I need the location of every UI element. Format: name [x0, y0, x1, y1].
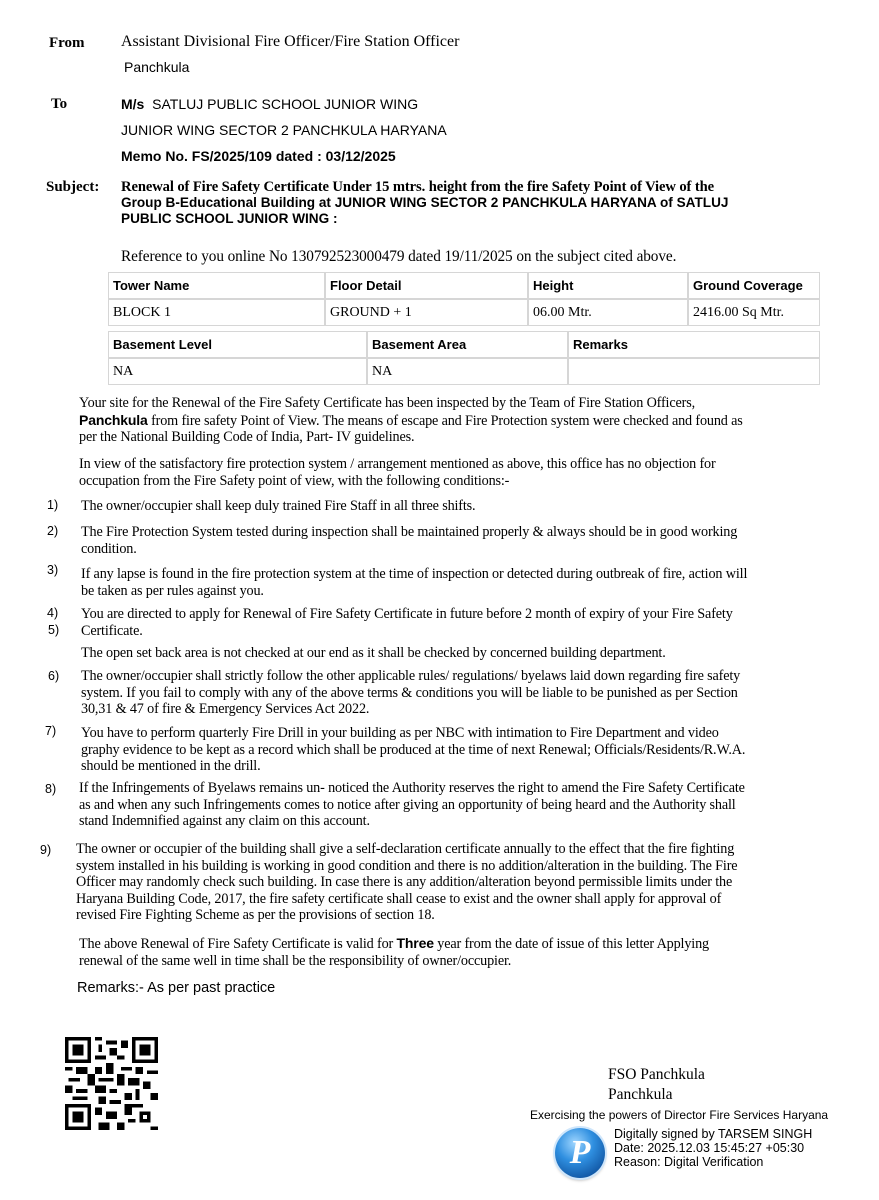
no-objection-line-2: occupation from the Fire Safety point of view, with the following conditions:-: [79, 472, 510, 489]
condition-3-number: 3): [47, 563, 59, 577]
condition-line: You have to perform quarterly Fire Drill in your building as per NBC with intimation to Fire Department and video: [81, 725, 719, 741]
table-row: [108, 358, 820, 385]
to-label: To: [51, 96, 68, 112]
cell-basement-area: NA: [367, 358, 568, 385]
condition-1-number: 1): [47, 498, 59, 512]
to-address: JUNIOR WING SECTOR 2 PANCHKULA HARYANA: [121, 122, 447, 138]
condition-8-number: 8): [45, 782, 57, 796]
cell-height: 06.00 Mtr.: [528, 299, 688, 326]
condition-line: The owner/occupier shall strictly follow the other applicable rules/ regulations/ byelaws laid down regarding fire safety: [81, 668, 741, 684]
subject-line-2: Group B-Educational Building at JUNIOR WING SECTOR 2 PANCHKULA HARYANA of SATLUJ: [121, 195, 729, 210]
subject-text: [121, 179, 821, 227]
condition-7-number: 7): [45, 724, 57, 738]
condition-line: should be mentioned in the drill.: [81, 758, 261, 774]
condition-2: [81, 524, 821, 557]
from-label: From: [49, 35, 85, 51]
validity-line-1: [79, 935, 824, 953]
digital-sign-reason: Reason: Digital Verification: [614, 1155, 764, 1169]
condition-line: 30,31 & 47 of fire & Emergency Services Act 2022.: [81, 701, 370, 717]
no-objection-line-1: In view of the satisfactory fire protection system / arrangement mentioned as above, this office has no objection for: [79, 456, 716, 472]
to-recipient: [121, 96, 418, 112]
condition-9: [76, 841, 826, 924]
condition-line: If the Infringements of Byelaws remains un- noticed the Authority reserves the right to amend the Fire Safety Certificate: [79, 780, 745, 796]
cell-tower-name: BLOCK 1: [108, 299, 325, 326]
digital-signature-details[interactable]: [614, 1127, 812, 1169]
condition-3: [81, 566, 826, 599]
condition-line: Officer may randomly check such building. In case there is any addition/alteration beyond permissible limits under the: [76, 874, 733, 890]
condition-line: system installed in his building is working in good condition and there is no addition/alteration in the building. The Fire: [76, 857, 738, 874]
from-place: Panchkula: [124, 59, 190, 75]
cell-ground-coverage: 2416.00 Sq Mtr.: [688, 299, 820, 326]
header-height: Height: [528, 272, 688, 299]
condition-1: [81, 498, 821, 515]
condition-line: condition.: [81, 540, 137, 557]
no-objection-paragraph: [79, 456, 819, 489]
condition-4-number: 4): [47, 606, 59, 620]
digital-signature-badge-icon[interactable]: [555, 1128, 605, 1178]
condition-5: [81, 645, 826, 662]
badge-letter: P: [569, 1134, 591, 1171]
to-prefix: M/s: [121, 96, 145, 112]
condition-line: revised Fire Fighting Scheme as per the provisions of section 18.: [76, 907, 435, 923]
subject-line-1: Renewal of Fire Safety Certificate Under 15 mtrs. height from the fire Safety Point of View of the: [121, 179, 714, 195]
reference-line: Reference to you online No 130792523000479 dated 19/11/2025 on the subject cited above.: [121, 248, 677, 265]
condition-line: be taken as per rules against you.: [81, 582, 264, 599]
cell-basement-level: NA: [108, 358, 367, 385]
cell-floor-detail: GROUND + 1: [325, 299, 528, 326]
condition-line: The owner/occupier shall keep duly trained Fire Staff in all three shifts.: [81, 498, 476, 514]
subject-label: Subject:: [46, 179, 100, 195]
digital-signer-name: SINGH: [772, 1127, 813, 1141]
inspection-place: Panchkula: [79, 411, 148, 428]
validity-text-after: year from the date of issue of this letter Applying: [433, 936, 709, 952]
memo-number: Memo No. FS/2025/109 dated : 03/12/2025: [121, 148, 396, 164]
building-details-table: [108, 272, 820, 326]
condition-line: as and when any such Infringements comes to notice after giving an opportunity of being heard and the Authority shall: [79, 796, 736, 813]
inspection-line-2: [79, 412, 819, 430]
header-remarks: Remarks: [568, 331, 820, 358]
header-floor-detail: Floor Detail: [325, 272, 528, 299]
condition-line: graphy evidence to be kept as a record which shall be produced at the time of next Renewal; Officials/Residents/R.W.A.: [81, 741, 746, 758]
inspection-line-2-text: from fire safety Point of View. The means of escape and Fire Protection system were checked and found as: [147, 412, 743, 429]
table-row: [108, 299, 820, 326]
condition-9-number: 9): [40, 843, 52, 857]
condition-line: Haryana Building Code, 2017, the fire safety certificate shall cease to exist and the owner shall apply for approval of: [76, 890, 722, 907]
condition-5-number: 5): [48, 623, 60, 637]
condition-8: [79, 780, 824, 830]
condition-2-number: 2): [47, 524, 59, 538]
header-ground-coverage: Ground Coverage: [688, 272, 820, 299]
condition-7: [81, 725, 826, 775]
inspection-line-1: Your site for the Renewal of the Fire Safety Certificate has been inspected by the Team of Fire Station Officers,: [79, 395, 695, 411]
inspection-line-3: per the National Building Code of India, Part- IV guidelines.: [79, 429, 415, 445]
condition-line: Certificate.: [81, 622, 143, 639]
condition-line: system. If you fail to comply with any of the above terms & conditions you will be liable to be punished as per Section: [81, 684, 738, 701]
signatory-designation: FSO Panchkula: [608, 1066, 705, 1083]
table-header-row: [108, 331, 820, 358]
condition-line: The Fire Protection System tested during inspection shall be maintained properly & always should be in good working: [81, 524, 738, 540]
validity-paragraph: [79, 935, 824, 969]
header-basement-level: Basement Level: [108, 331, 367, 358]
cell-remarks: [568, 358, 820, 385]
header-basement-area: Basement Area: [367, 331, 568, 358]
remarks-line: Remarks:- As per past practice: [77, 980, 276, 996]
digital-sign-date: Date: 2025.12.03 15:45:27 +05:30: [614, 1141, 805, 1155]
condition-line: You are directed to apply for Renewal of Fire Safety Certificate in future before 2 month of expiry of your Fire Safety: [81, 606, 733, 622]
to-name: SATLUJ PUBLIC SCHOOL JUNIOR WING: [152, 96, 419, 112]
digital-signed-by-line: [614, 1127, 812, 1141]
condition-4: [81, 606, 826, 639]
condition-line: stand Indemnified against any claim on this account.: [79, 813, 370, 829]
condition-6: [81, 668, 826, 718]
validity-text-before: The above Renewal of Fire Safety Certificate is valid for: [79, 936, 397, 952]
qr-code-icon: [65, 1037, 158, 1130]
exercising-powers: Exercising the powers of Director Fire Services Haryana: [530, 1108, 829, 1122]
digital-signed-by: Digitally signed by TARSEM: [614, 1127, 770, 1141]
basement-details-table: [108, 331, 820, 385]
validity-line-2: renewal of the same well in time shall be the responsibility of owner/occupier.: [79, 952, 512, 969]
table-header-row: [108, 272, 820, 299]
validity-duration: Three: [396, 935, 434, 951]
subject-line-3: PUBLIC SCHOOL JUNIOR WING :: [121, 211, 338, 226]
signatory-place: Panchkula: [608, 1086, 673, 1103]
condition-line: If any lapse is found in the fire protection system at the time of inspection or detected during outbreak of fire, action will: [81, 566, 748, 582]
condition-6-number: 6): [48, 669, 60, 683]
condition-line: The open set back area is not checked at our end as it shall be checked by concerned building department.: [81, 645, 666, 661]
header-tower-name: Tower Name: [108, 272, 325, 299]
inspection-paragraph: [79, 395, 819, 446]
from-officer: Assistant Divisional Fire Officer/Fire Station Officer: [121, 33, 460, 50]
condition-line: The owner or occupier of the building shall give a self-declaration certificate annually to the effect that the fire fighting: [76, 841, 735, 857]
